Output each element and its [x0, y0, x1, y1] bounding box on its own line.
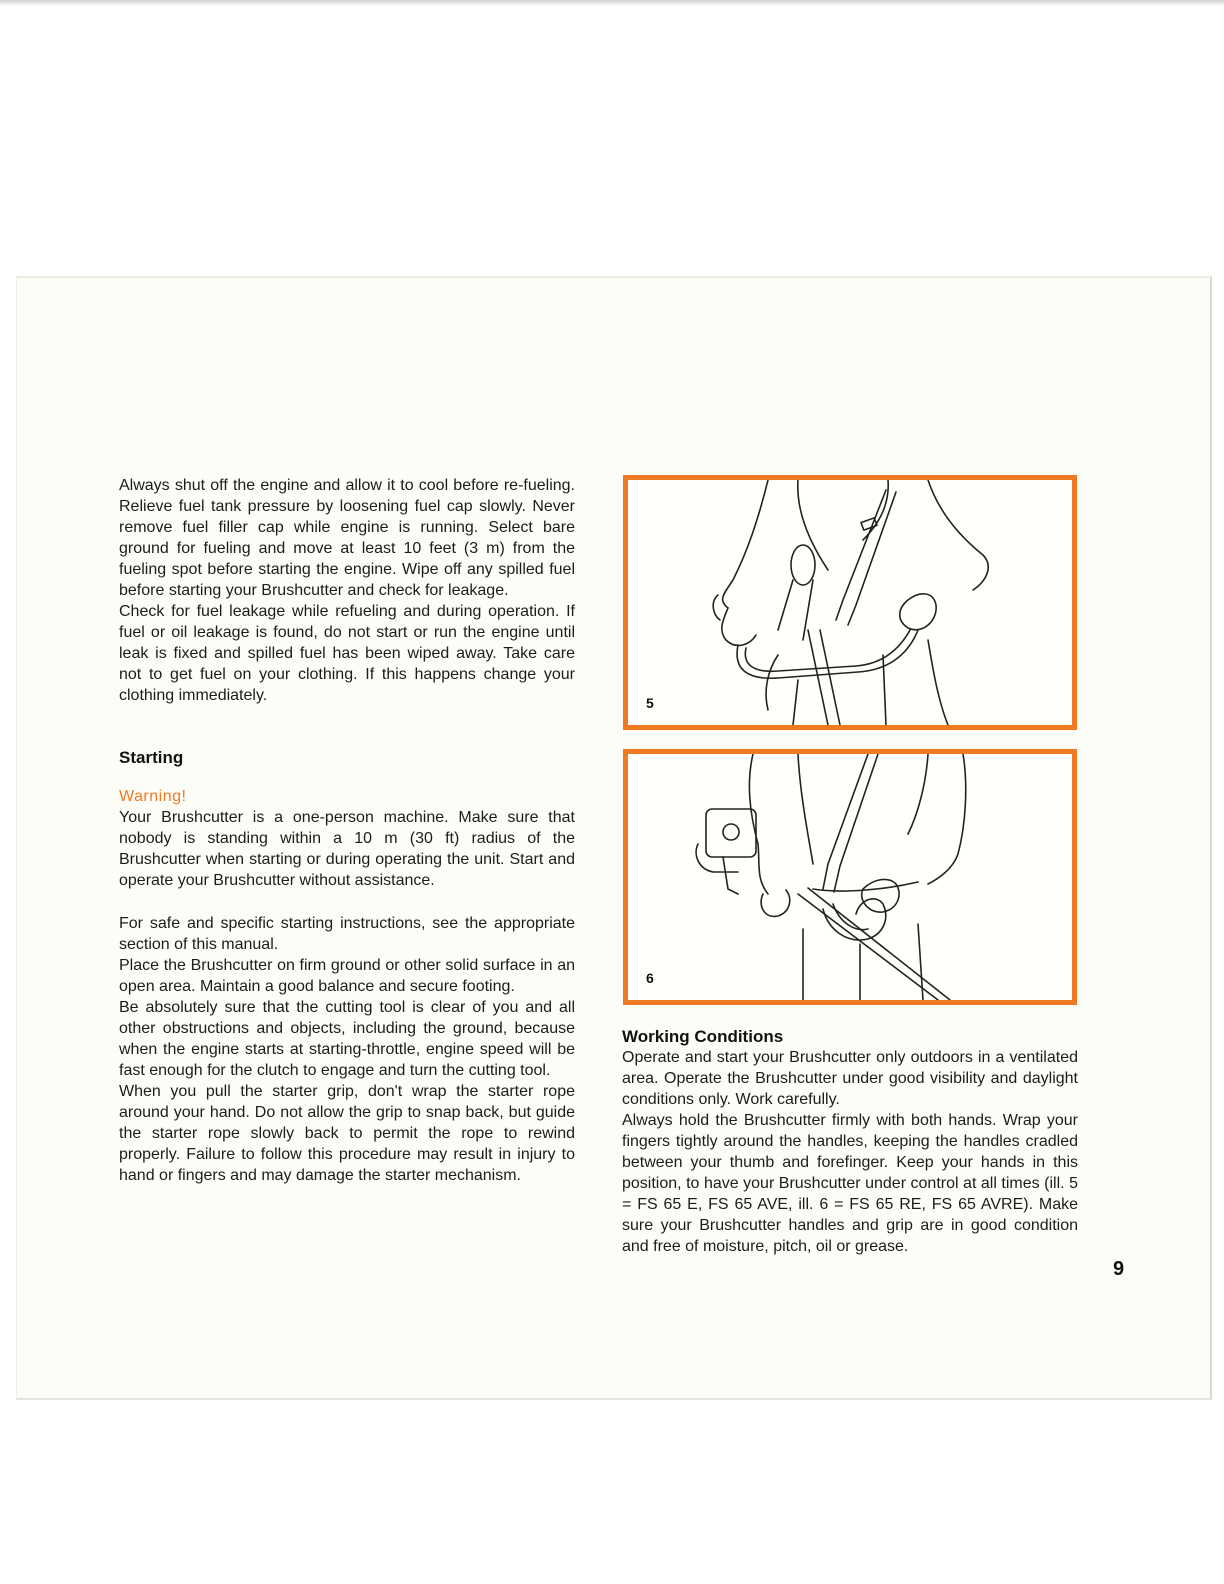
instructions-paragraph: For safe and specific starting instructions, see the appropriate section of this manual.: [119, 915, 575, 953]
figure-5: [623, 475, 1077, 730]
figure-5-illustration: [628, 480, 1072, 725]
left-column: [119, 475, 575, 1186]
refueling-paragraph: Always shut off the engine and allow it to cool before re-fueling. Relieve fuel tank pressure by loosening fuel cap slowly. Never remove fuel filler cap while engine is running. Select bare ground for fueling and move at least 10 feet (3 m) from the fueling spot before starting the engine. Wipe off any spilled fuel before starting your Brushcutter and check for leakage.: [119, 477, 575, 599]
figure-6-number: 6: [646, 970, 654, 986]
right-column: [622, 1026, 1078, 1257]
grip-paragraph: Always hold the Brushcutter firmly with both hands. Wrap your fingers tightly around the handles, keeping the handles cradled between your thumb and forefinger. Keep your hands in this position, to have your Brushcutter under control at all times (ill. 5 = FS 65 E, FS 65 AVE, ill. 6 = FS 65 RE, FS 65 AVRE). Make sure your Brushcutter handles and grip are in good condition and free of moisture, pitch, oil or grease.: [622, 1112, 1078, 1255]
working-conditions-heading: Working Conditions: [622, 1027, 784, 1046]
ventilation-paragraph: Operate and start your Brushcutter only outdoors in a ventilated area. Operate the Brushcutter under good visibility and daylight conditions only. Work carefully.: [622, 1049, 1078, 1108]
warning-text: Your Brushcutter is a one-person machine. Make sure that nobody is standing within a 10 m (30 ft) radius of the Brushcutter when starting or during operating the unit. Start and operate your Brushcutter without assistance.: [119, 809, 575, 889]
figure-6: [623, 749, 1077, 1005]
figure-6-illustration: [628, 754, 1072, 1000]
cutting-tool-paragraph: Be absolutely sure that the cutting tool is clear of you and all other obstructions and objects, including the ground, because when the engine starts at starting-throttle, engine speed will be fast enough for the clutch to engage and turn the cutting tool.: [119, 999, 575, 1079]
starter-grip-paragraph: When you pull the starter grip, don't wrap the starter rope around your hand. Do not allow the grip to snap back, but guide the starter rope slowly back to permit the rope to rewind properly. Failure to follow this procedure may result in injury to hand or fingers and may damage the starter mechanism.: [119, 1083, 575, 1184]
ground-paragraph: Place the Brushcutter on firm ground or other solid surface in an open area. Maintain a good balance and secure footing.: [119, 957, 575, 995]
warning-label: Warning!: [119, 788, 187, 805]
starting-heading: Starting: [119, 748, 184, 767]
page-number: 9: [1113, 1258, 1125, 1280]
figure-5-number: 5: [646, 695, 654, 711]
scan-edge-top: [0, 0, 1224, 6]
leakage-paragraph: Check for fuel leakage while refueling and during operation. If fuel or oil leakage is found, do not start or run the engine until leak is fixed and spilled fuel has been wiped away. Take care not to get fuel on your clothing. If this happens change your clothing immediately.: [119, 603, 575, 704]
